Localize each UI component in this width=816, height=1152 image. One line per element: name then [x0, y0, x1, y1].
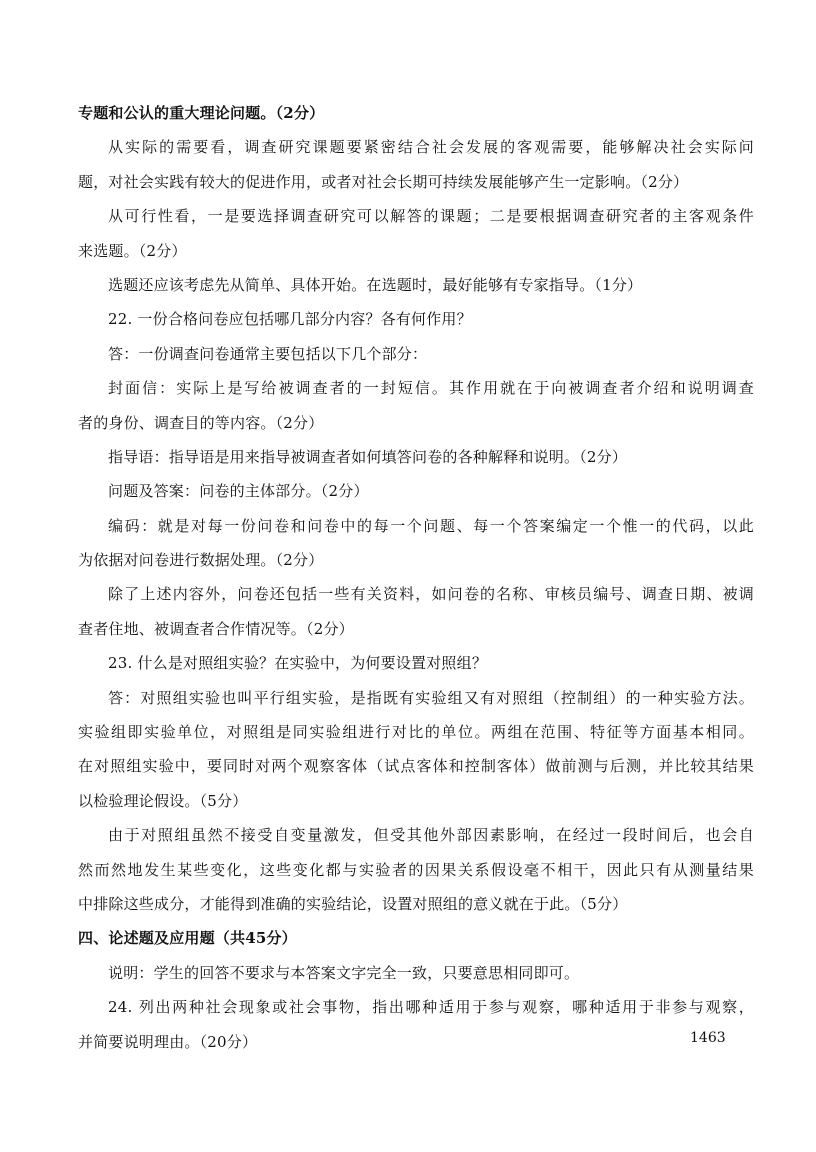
- text-line: 中排除这些成分，才能得到准确的实验结论，设置对照组的意义就在于此。（5分）: [78, 894, 628, 913]
- text-line: 来选题。（2分）: [78, 241, 187, 260]
- text-line: 除了上述内容外，问卷还包括一些有关资料，如问卷的名称、审核员编号、调查日期、被调: [108, 585, 754, 604]
- text-line: 实验组即实验单位，对照组是同实验组进行对比的单位。两组在范围、特征等方面基本相同。: [78, 723, 754, 742]
- text-line: 从可行性看，一是要选择调查研究可以解答的课题；二是要根据调查研究者的主客观条件: [108, 207, 754, 226]
- section-heading: 四、论述题及应用题（共45分）: [78, 929, 297, 948]
- text-line: 说明：学生的回答不要求与本答案文字完全一致，只要意思相同即可。: [108, 963, 580, 982]
- text-line: 从实际的需要看，调查研究课题要紧密结合社会发展的客观需要，能够解决社会实际问: [108, 138, 754, 157]
- text-line: 题，对社会实践有较大的促进作用，或者对社会长期可持续发展能够产生一定影响。（2分）: [78, 172, 689, 191]
- text-line: 封面信：实际上是写给被调查者的一封短信。其作用就在于向被调查者介绍和说明调查: [108, 379, 754, 398]
- text-line: 编码：就是对每一份问卷和问卷中的每一个问题、每一个答案编定一个惟一的代码，以此: [108, 516, 754, 535]
- answer-line: 答：一份调查问卷通常主要包括以下几个部分：: [108, 344, 428, 363]
- text-line: 在对照组实验中，要同时对两个观察客体（试点客体和控制客体）做前测与后测，并比较其结果: [78, 757, 754, 776]
- answer-line: 答：对照组实验也叫平行组实验，是指既有实验组又有对照组（控制组）的一种实验方法。: [108, 688, 754, 707]
- text-line: 然而然地发生某些变化，这些变化都与实验者的因果关系假设毫不相干，因此只有从测量结果: [78, 860, 754, 879]
- text-line: 查者住地、被调查者合作情况等。（2分）: [78, 619, 354, 638]
- question-line: 23. 什么是对照组实验？在实验中，为何要设置对照组？: [108, 654, 488, 673]
- question-line: 24. 列出两种社会现象或社会事物，指出哪种适用于参与观察，哪种适用于非参与观察，: [108, 998, 754, 1017]
- text-line: 专题和公认的重大理论问题。（2分）: [78, 104, 325, 122]
- text-line: 选题还应该考虑先从简单、具体开始。在选题时，最好能够有专家指导。（1分）: [108, 275, 643, 294]
- text-line: 者的身份、调查目的等内容。（2分）: [78, 413, 324, 432]
- text-line: 指导语：指导语是用来指导被调查者如何填答问卷的各种解释和说明。（2分）: [108, 447, 628, 466]
- text-line: 由于对照组虽然不接受自变量激发，但受其他外部因素影响，在经过一段时间后，也会自: [108, 826, 754, 845]
- text-line: 为依据对问卷进行数据处理。（2分）: [78, 551, 324, 570]
- text-line: 问题及答案：问卷的主体部分。（2分）: [108, 482, 369, 501]
- text-line: 并简要说明理由。（20分）: [78, 1032, 258, 1051]
- question-line: 22. 一份合格问卷应包括哪几部分内容？各有何作用？: [108, 310, 472, 329]
- page-number: 1463: [690, 1030, 726, 1046]
- text-line: 以检验理论假设。（5分）: [78, 791, 248, 810]
- document-body: [78, 96, 754, 1059]
